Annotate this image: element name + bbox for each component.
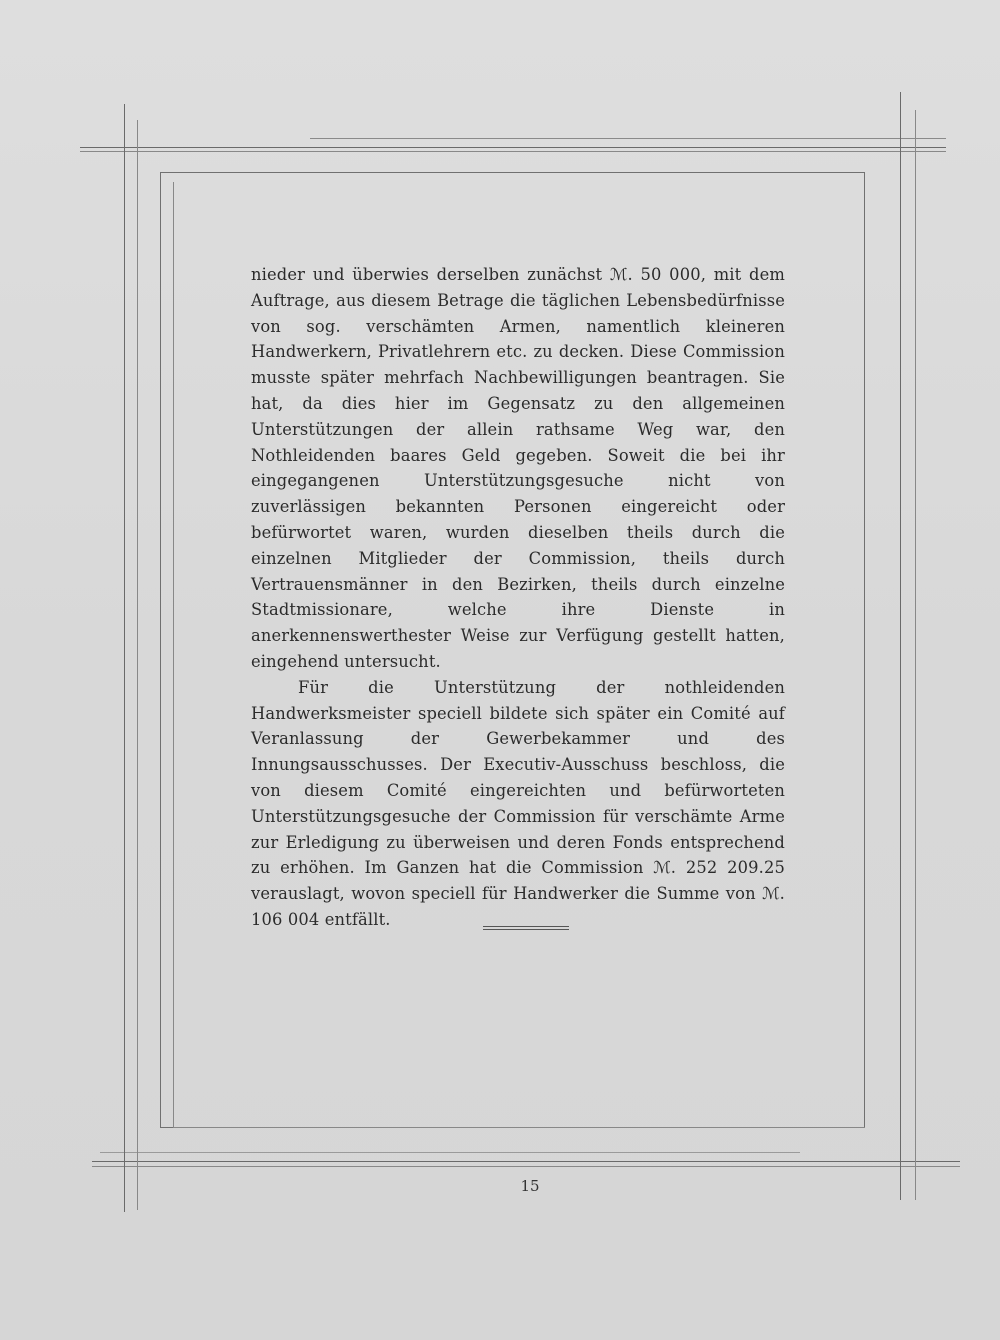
left-rule-1 xyxy=(124,104,125,1212)
closing-ornament-rule xyxy=(483,926,569,930)
page-number: 15 xyxy=(520,1177,540,1195)
body-text xyxy=(251,262,785,933)
bottom-rule-2 xyxy=(92,1166,960,1167)
top-rule-1 xyxy=(80,147,946,148)
paragraph-1: nieder und überwies derselben zunächst ℳ. 50 000, mit dem Auftrage, aus diesem Betrage die täglichen Lebensbedürfnisse von sog. verschämten Armen, namentlich kleineren Handwerkern, Privatlehrern etc. zu decken. Diese Commission musste später mehrfach Nachbewilligungen beantragen. Sie hat, da dies hier im Gegensatz zu den allgemeinen Unterstützungen der allein rathsame Weg war, den Nothleidenden baares Geld gegeben. Soweit die bei ihr eingegangenen Unterstützungsgesuche nicht von zuverlässigen bekannten Personen eingereicht oder befürwortet waren, wurden dieselben theils durch die einzelnen Mitglieder der Commission, theils durch Vertrauensmänner in den Bezirken, theils durch einzelne Stadtmissionare, welche ihre Dienste in anerkennenswerthester Weise zur Verfügung gestellt hatten, eingehend untersucht. xyxy=(251,265,785,671)
bottom-rule-1 xyxy=(92,1161,960,1162)
paragraph-2: Für die Unterstützung der nothleidenden Handwerksmeister speciell bildete sich später ein Comité auf Veranlassung der Gewerbekammer und des Innungsausschusses. Der Executiv-Ausschuss beschloss, die von diesem Comité eingereichten und befürworteten Unterstützungsgesuche der Commission für verschämte Arme zur Erledigung zu überweisen und deren Fonds entsprechend zu erhöhen. Im Ganzen hat die Commission ℳ. 252 209.25 verauslagt, wovon speciell für Handwerker die Summe von ℳ. 106 004 entfällt. xyxy=(251,677,785,929)
left-rule-2 xyxy=(137,120,138,1210)
right-rule-2 xyxy=(915,110,916,1200)
right-rule-1 xyxy=(900,92,901,1200)
bottom-rule-3 xyxy=(100,1152,800,1153)
top-rule-3 xyxy=(310,138,946,139)
top-rule-2 xyxy=(80,151,946,152)
